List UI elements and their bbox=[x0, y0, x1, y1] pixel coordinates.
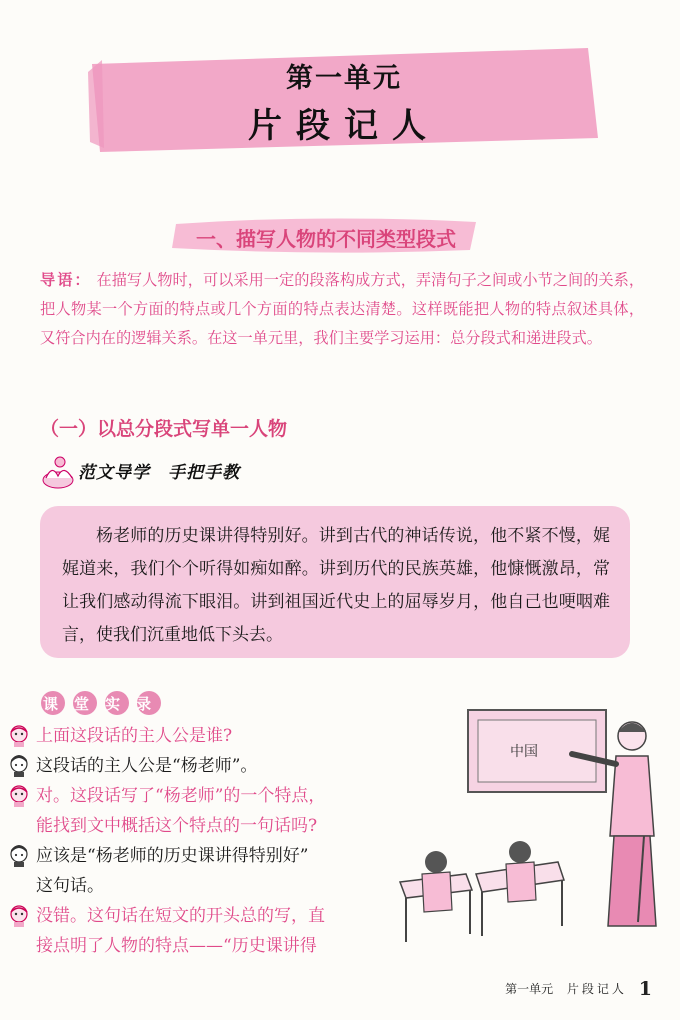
dialog-line: 对。这段话写了“杨老师”的一个特点， bbox=[36, 786, 326, 806]
book-icon bbox=[40, 452, 80, 492]
section-heading bbox=[170, 216, 482, 254]
dialog-line: 这段话的主人公是“杨老师”。 bbox=[36, 756, 258, 776]
footer-title: 片段记人 bbox=[566, 982, 627, 996]
teacher-avatar-icon bbox=[8, 784, 30, 808]
footer-unit: 第一单元 bbox=[505, 982, 554, 996]
dialog-line: 没错。这句话在短文的开头总的写，直 bbox=[36, 906, 325, 926]
unit-banner bbox=[88, 42, 600, 154]
intro-paragraph bbox=[40, 266, 644, 353]
guide-title: 范文导学 手把手教 bbox=[78, 463, 240, 483]
dialog-line: 应该是“杨老师的历史课讲得特别好” bbox=[36, 846, 309, 866]
board-text: 中国 bbox=[510, 744, 538, 760]
student-avatar-icon bbox=[8, 754, 30, 778]
intro-label: 导语： bbox=[40, 271, 92, 289]
page-number: 1 bbox=[638, 978, 652, 1000]
guide-header bbox=[40, 452, 300, 492]
dialog-line: 接点明了人物的特点——“历史课讲得 bbox=[36, 936, 317, 956]
subsection-heading: （一）以总分段式写单一人物 bbox=[40, 418, 288, 440]
section-heading-text: 一、描写人物的不同类型段式 bbox=[196, 227, 456, 251]
dialog-line: 能找到文中概括这个特点的一句话吗? bbox=[36, 816, 318, 836]
classroom-record-label bbox=[40, 690, 166, 716]
record-label-text: 课堂实录 bbox=[43, 695, 168, 713]
unit-title: 片段记人 bbox=[248, 106, 440, 146]
model-passage-text: 杨老师的历史课讲得特别好。讲到古代的神话传说，他不紧不慢，娓娓道来，我们个个听得如痴如醉。讲到历代的民族英雄，他慷慨激昂，常让我们感动得流下眼泪。讲到祖国近代史上的屈辱岁月，他自己也哽咽难言，使我们沉重地低下头去。 bbox=[62, 526, 610, 645]
intro-text: 在描写人物时，可以采用一定的段落构成方式，弄清句子之间或小节之间的关系，把人物某一个方面的特点或几个方面的特点表达清楚。这样既能把人物的特点叙述具体，又符合内在的逻辑关系。在这一单元里，我们主要学习运用：总分段式和递进段式。 bbox=[40, 271, 645, 347]
model-passage-box bbox=[40, 506, 630, 658]
dialog-line: 这句话。 bbox=[36, 876, 104, 896]
classroom-illustration bbox=[392, 696, 662, 956]
teacher-avatar-icon bbox=[8, 904, 30, 928]
teacher-avatar-icon bbox=[8, 724, 30, 748]
dialog-line: 上面这段话的主人公是谁? bbox=[36, 726, 233, 746]
classroom-drawing bbox=[392, 696, 662, 956]
page-footer bbox=[505, 978, 652, 1000]
student-avatar-icon bbox=[8, 844, 30, 868]
unit-label: 第一单元 bbox=[286, 63, 402, 94]
